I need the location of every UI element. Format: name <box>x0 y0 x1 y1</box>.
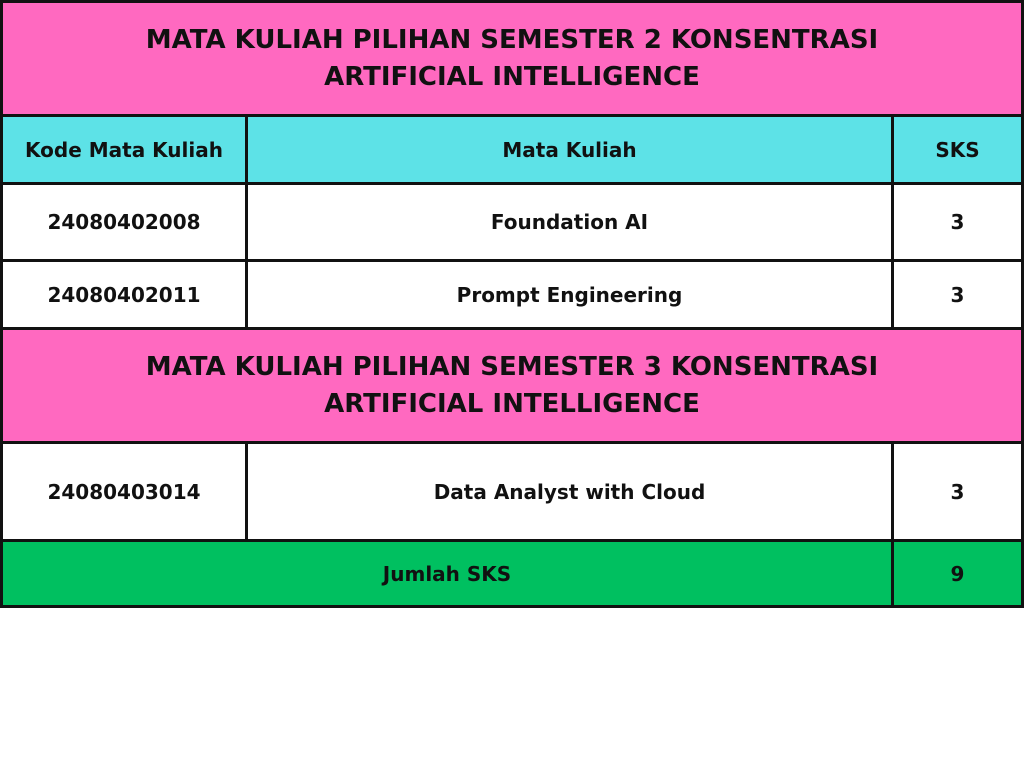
header-course: Mata Kuliah <box>245 114 894 185</box>
table-row-course: Prompt Engineering <box>245 259 894 330</box>
semester-3-title: MATA KULIAH PILIHAN SEMESTER 3 KONSENTRASI ARTIFICIAL INTELLIGENCE <box>0 327 1024 444</box>
table-row-credits: 3 <box>891 259 1024 330</box>
header-credits: SKS <box>891 114 1024 185</box>
header-code: Kode Mata Kuliah <box>0 114 248 185</box>
table-row-credits: 3 <box>891 182 1024 262</box>
table-row-course: Data Analyst with Cloud <box>245 441 894 542</box>
semester-2-title: MATA KULIAH PILIHAN SEMESTER 2 KONSENTRASI ARTIFICIAL INTELLIGENCE <box>0 0 1024 117</box>
table-row-code: 24080403014 <box>0 441 248 542</box>
table-row-credits: 3 <box>891 441 1024 542</box>
table-row-code: 24080402011 <box>0 259 248 330</box>
total-label: Jumlah SKS <box>0 539 894 608</box>
table-row-code: 24080402008 <box>0 182 248 262</box>
table-row-course: Foundation AI <box>245 182 894 262</box>
total-value: 9 <box>891 539 1024 608</box>
